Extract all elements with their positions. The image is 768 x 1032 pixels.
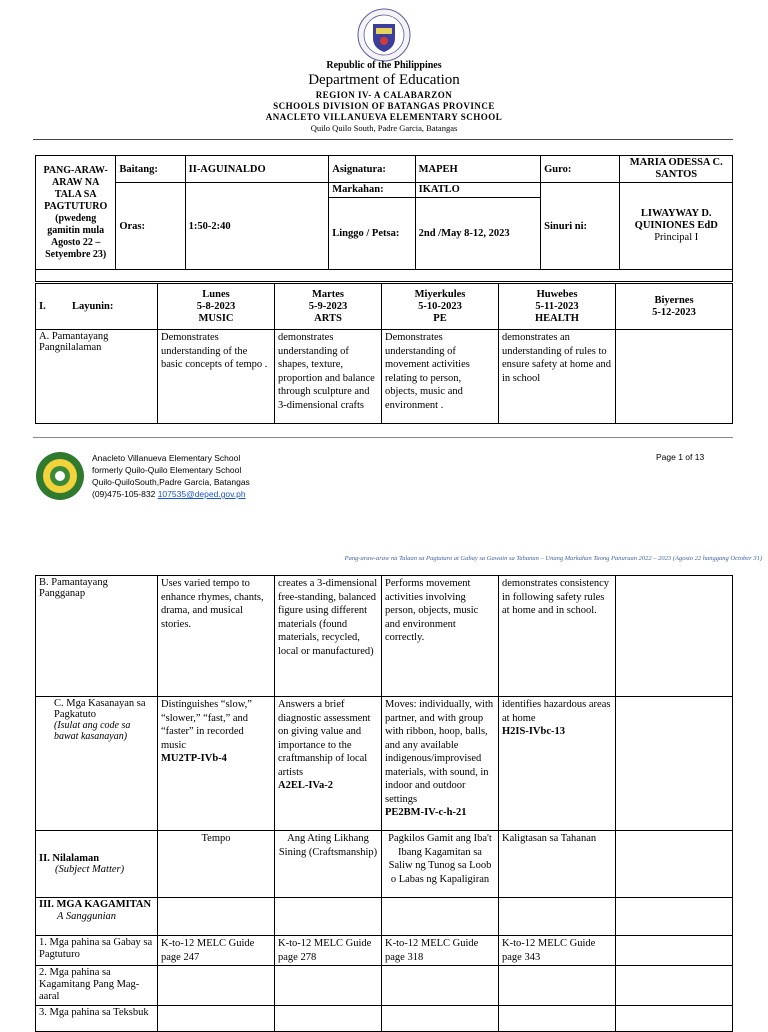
header-division: SCHOOLS DIVISION OF BATANGAS PROVINCE (273, 101, 495, 111)
row-b-cell: creates a 3-dimensional free-standing, balanced figure using different materials (found materials, recycled, local or manufactured) (275, 576, 382, 697)
row-ii-label: II. Nilalaman (39, 853, 100, 864)
empty-cell (158, 966, 275, 1006)
sinuri-title: Principal I (654, 232, 699, 243)
competency-text: identifies hazardous areas at home (502, 699, 611, 724)
row-ii-label-cell (36, 831, 158, 898)
row-ii-cell: Kaligtasan sa Tahanan (499, 831, 616, 898)
day-name: Lunes (202, 288, 230, 300)
row-b-cell: Performs movement activities involving person, objects, music and environment correctly. (382, 576, 499, 697)
row-b-label: B. Pamantayang Pangganap (36, 576, 158, 697)
day-date: 5-11-2023 (535, 300, 579, 312)
header-divider (33, 139, 733, 140)
empty-cell (158, 898, 275, 936)
row-c-cell (499, 697, 616, 831)
footer-phone: (09)475-105-832 (92, 489, 156, 499)
day-date: 5-10-2023 (418, 300, 462, 312)
empty-cell (275, 898, 382, 936)
row-a-label: A. Pamantayang Pangnilalaman (36, 330, 158, 424)
markahan-label: Markahan: (329, 183, 415, 198)
day-name: Huwebes (536, 288, 578, 300)
row-1-cell: K-to-12 MELC Guide page 343 (499, 936, 616, 966)
competency-code: A2EL-IVa-2 (278, 780, 334, 791)
footer-line3: Quilo-QuiloSouth,Padre Garcia, Batangas (92, 477, 250, 487)
competency-code: MU2TP-IVb-4 (161, 753, 227, 764)
row-b-cell (616, 576, 733, 697)
continuation-table (35, 575, 733, 1032)
row-c-cell (275, 697, 382, 831)
page2-banner: Pang-araw-araw na Talaan sa Pagtuturo at Gabay sa Gawain sa Tahanan – Unang Markahan Taong Panuruan 2022 – 2023 (Agosto 22 hanggang October 31) (344, 555, 762, 562)
day-name: Martes (311, 288, 345, 300)
school-logo (35, 451, 85, 501)
row-ii-cell: Tempo (158, 831, 275, 898)
day-subject: MUSIC (198, 312, 234, 324)
row-1-cell: K-to-12 MELC Guide page 318 (382, 936, 499, 966)
layunin-label: I. Layunin: (36, 284, 158, 330)
markahan-value: IKATLO (415, 183, 541, 198)
row-2-label: 2. Mga pahina sa Kagamitang Pang Mag-aaral (36, 966, 158, 1006)
day-col-3 (382, 284, 499, 330)
empty-cell (382, 1006, 499, 1032)
day-date: 5-12-2023 (652, 306, 696, 318)
sinuri-cell (620, 183, 733, 270)
row-iii-sublabel: A Sanggunian (57, 911, 117, 922)
row-c-cell (616, 697, 733, 831)
competency-code: PE2BM-IV-c-h-21 (385, 807, 467, 818)
asignatura-value: MAPEH (415, 156, 541, 183)
footer-contact (92, 488, 250, 500)
competency-text: Distinguishes “slow,” “slower,” “fast,” and “faster” in recorded music (161, 699, 252, 751)
spacer-row (36, 270, 733, 282)
page-number: Page 1 of 13 (656, 452, 705, 462)
empty-cell (382, 966, 499, 1006)
header-school: ANACLETO VILLANUEVA ELEMENTARY SCHOOL (265, 112, 503, 122)
footer-line2: formerly Quilo-Quilo Elementary School (92, 465, 242, 475)
row-a-cell: Demonstrates understanding of the basic concepts of tempo . (158, 330, 275, 424)
row-b-cell: demonstrates consistency in following safety rules at home and in school. (499, 576, 616, 697)
linggo-value: 2nd /May 8-12, 2023 (415, 198, 541, 270)
day-subject: ARTS (314, 312, 342, 324)
header-address: Quilo Quilo South, Padre Garcia, Batangas (310, 123, 458, 133)
day-subject: HEALTH (535, 312, 579, 324)
empty-cell (275, 966, 382, 1006)
row-1-cell: K-to-12 MELC Guide page 278 (275, 936, 382, 966)
info-table (35, 155, 733, 282)
header-country: Republic of the Philippines (326, 60, 442, 71)
competency-text: Moves: individually, with partner, and with group with ribbon, hoop, balls, and any available indigenous/improvised materials, with sound, in indoor and outdoor settings (385, 699, 494, 805)
row-b-cell: Uses varied tempo to enhance rhymes, chants, drama, and musical stories. (158, 576, 275, 697)
row-ii-sublabel: (Subject Matter) (55, 864, 125, 875)
day-col-1 (158, 284, 275, 330)
sinuri-label: Sinuri ni: (541, 183, 620, 270)
row-c-label-cell (36, 697, 158, 831)
row-iii-label-cell (36, 898, 158, 936)
row-iii-label: III. MGA KAGAMITAN (39, 899, 152, 910)
empty-cell (616, 898, 733, 936)
empty-cell (616, 966, 733, 1006)
footer-divider (33, 437, 733, 438)
row-a-cell: Demonstrates understanding of movement activities relating to person, objects, music and environment . (382, 330, 499, 424)
empty-cell (275, 1006, 382, 1032)
empty-cell (616, 1006, 733, 1032)
asignatura-label: Asignatura: (329, 156, 415, 183)
day-name: Miyerkules (414, 288, 466, 300)
row-a-cell: demonstrates understanding of shapes, texture, proportion and balance through sculpture and 3-dimensional crafts (275, 330, 382, 424)
competency-text: Answers a brief diagnostic assessment on giving value and importance to the craftmanship of local artists (278, 699, 371, 778)
day-subject: PE (433, 312, 447, 324)
days-table (35, 283, 733, 424)
day-name: Biyernes (654, 294, 694, 306)
empty-cell (499, 898, 616, 936)
row-c-label: C. Mga Kasanayan sa Pagkatuto (54, 698, 146, 720)
baitang-value: II-AGUINALDO (185, 156, 329, 183)
guro-label: Guro: (541, 156, 620, 183)
row-c-sublabel: (Isulat ang code sa bawat kasanayan) (54, 720, 131, 742)
row-a-cell: demonstrates an understanding of rules to ensure safety at home and in school (499, 330, 616, 424)
empty-cell (499, 966, 616, 1006)
competency-code: H2IS-IVbc-13 (502, 726, 566, 737)
empty-cell (499, 1006, 616, 1032)
baitang-label: Baitang: (116, 156, 185, 183)
sinuri-name: LIWAYWAY D. QUINIONES EdD (634, 208, 718, 231)
deped-seal-logo (357, 8, 411, 62)
row-3-label: 3. Mga pahina sa Teksbuk (36, 1006, 158, 1032)
oras-value: 1:50-2:40 (185, 183, 329, 270)
day-col-2 (275, 284, 382, 330)
row-ii-cell (616, 831, 733, 898)
day-date: 5-9-2023 (308, 300, 348, 312)
day-col-5 (616, 284, 733, 330)
row-c-cell (382, 697, 499, 831)
row-ii-cell: Ang Ating Likhang Sining (Craftsmanship) (275, 831, 382, 898)
row-1-cell: K-to-12 MELC Guide page 247 (158, 936, 275, 966)
footer-line1: Anacleto Villanueva Elementary School (92, 453, 241, 463)
header-region: REGION IV- A CALABARZON (315, 90, 453, 100)
footer-address (92, 452, 250, 500)
row-c-cell (158, 697, 275, 831)
empty-cell (158, 1006, 275, 1032)
oras-label: Oras: (116, 183, 185, 270)
footer-email-link[interactable]: 107535@deped.gov.ph (157, 489, 246, 499)
lesson-log-title: PANG-ARAW-ARAW NA TALA SA PAGTUTURO (pwedeng gamitin mula Agosto 22 – Setyembre 23) (36, 156, 116, 270)
header-department: Department of Education (308, 72, 460, 88)
row-a-cell (616, 330, 733, 424)
guro-value: MARIA ODESSA C. SANTOS (620, 156, 733, 183)
empty-cell (382, 898, 499, 936)
day-col-4 (499, 284, 616, 330)
row-1-label: 1. Mga pahina sa Gabay sa Pagtuturo (36, 936, 158, 966)
row-1-cell (616, 936, 733, 966)
linggo-label: Linggo / Petsa: (329, 198, 415, 270)
day-date: 5-8-2023 (196, 300, 236, 312)
row-ii-cell: Pagkilos Gamit ang Iba't Ibang Kagamitan sa Saliw ng Tunog sa Loob o Labas ng Kapaligiran (382, 831, 499, 898)
